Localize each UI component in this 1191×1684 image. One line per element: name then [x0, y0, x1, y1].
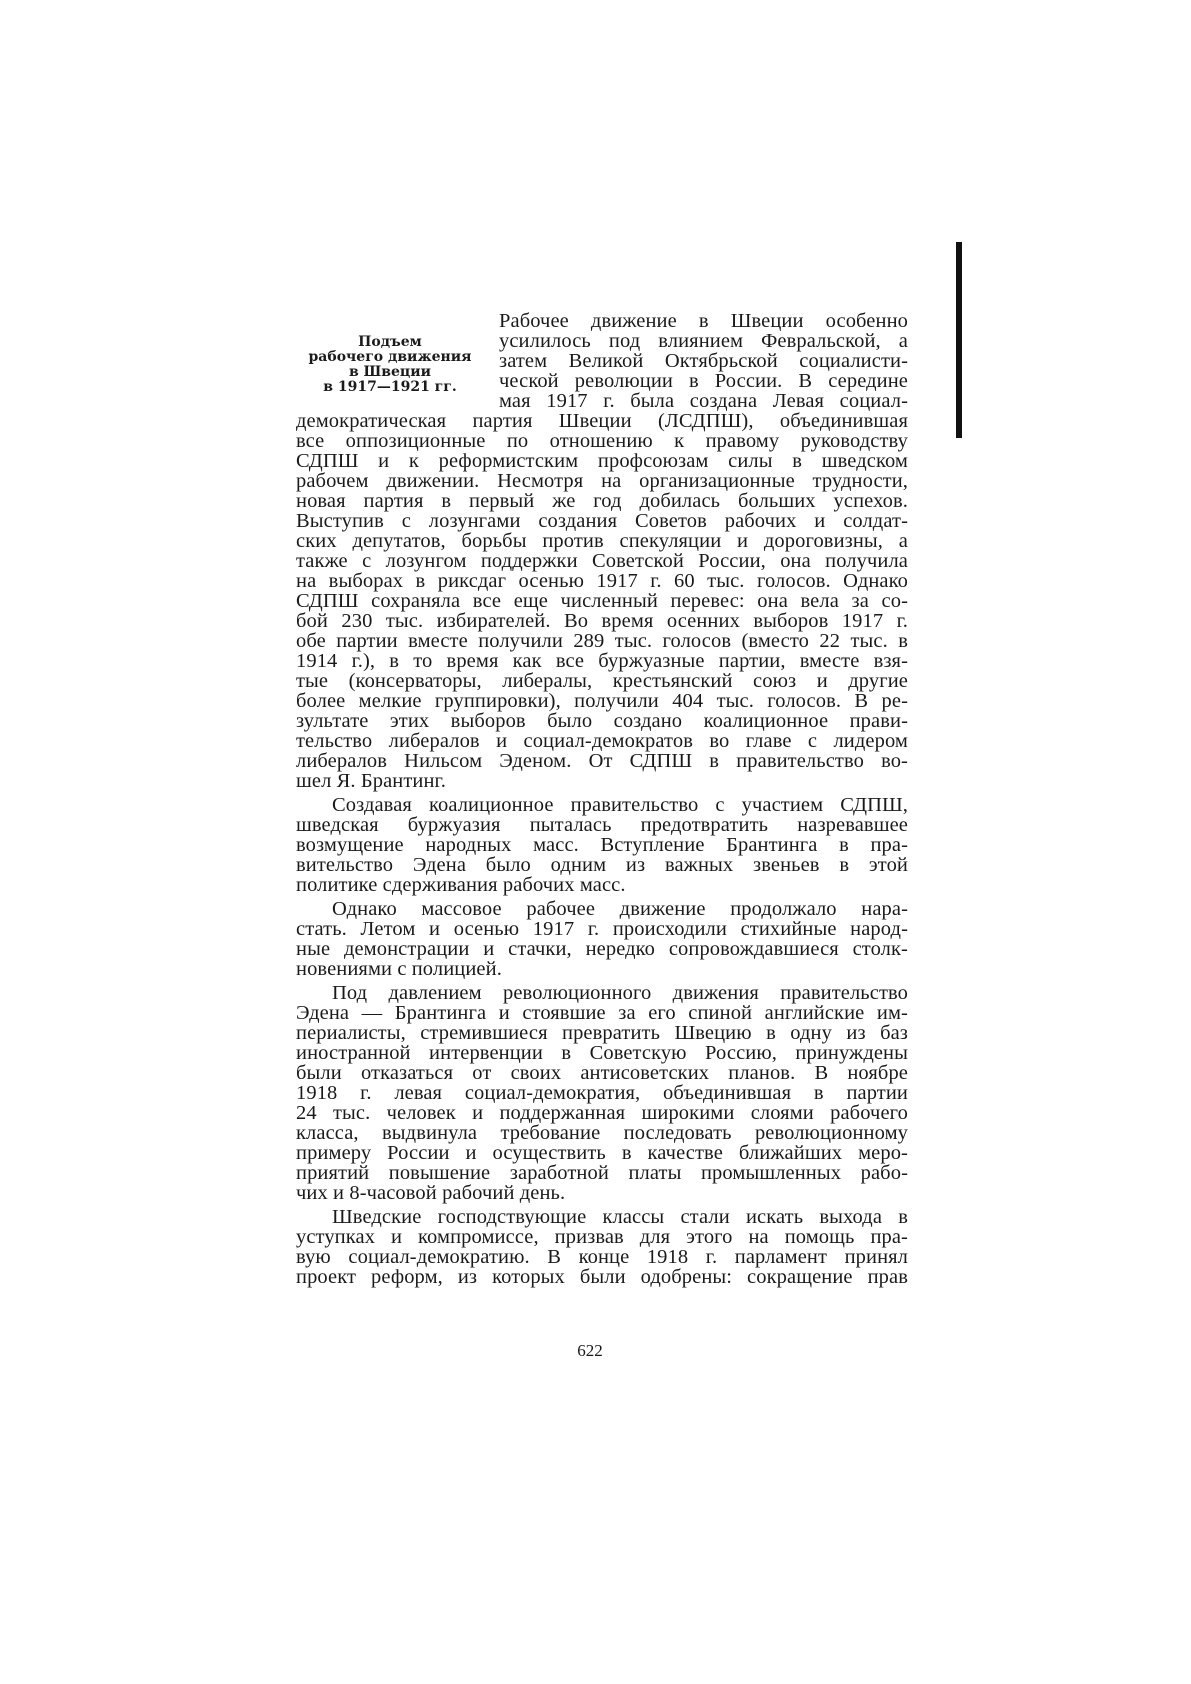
text-line: проект реформ, из которых были одобрены: сокращение прав — [296, 1266, 908, 1288]
text-line: примеру России и осуществить в качестве ближайших меро- — [296, 1142, 908, 1164]
text-line: шведская буржуазия пыталась предотвратить назревавшее — [296, 814, 908, 836]
text-line: Однако массовое рабочее движение продолжало нара- — [332, 898, 908, 920]
text-line: более мелкие группировки), получили 404 тыс. голосов. В ре- — [296, 690, 908, 712]
text-line: затем Великой Октябрьской социалисти- — [499, 350, 908, 372]
text-line: новая партия в первый же год добилась больших успехов. — [296, 490, 908, 512]
text-line: класса, выдвинула требование последовать революционному — [296, 1122, 908, 1144]
text-line: Под давлением революционного движения правительство — [332, 982, 908, 1004]
text-line: 1914 г.), в то время как все буржуазные партии, вместе взя- — [296, 650, 908, 672]
text-line: либералов Нильсом Эденом. От СДПШ в правительство во- — [296, 750, 908, 772]
margin-bar — [956, 242, 962, 438]
text-line: также с лозунгом поддержки Советской России, она получила — [296, 550, 908, 572]
text-line: были отказаться от своих антисоветских планов. В ноябре — [296, 1062, 908, 1084]
text-line: 1918 г. левая социал-демократия, объединившая в партии — [296, 1082, 908, 1104]
text-line: вительство Эдена было одним из важных звеньев в этой — [296, 854, 908, 876]
text-line: уступках и компромиссе, призвав для этого на помощь пра- — [296, 1226, 908, 1248]
text-line: зультате этих выборов было создано коалиционное прави- — [296, 710, 908, 732]
text-line: политике сдерживания рабочих масс. — [296, 874, 626, 896]
text-line: СДПШ сохраняла все еще численный перевес: она вела за со- — [296, 590, 908, 612]
text-line: стать. Летом и осенью 1917 г. происходили стихийные народ- — [296, 918, 908, 940]
text-line: Шведские господствующие классы стали искать выхода в — [332, 1206, 908, 1228]
text-line: приятий повышение заработной платы промышленных рабо- — [296, 1162, 908, 1184]
side-heading-line: рабочего движения — [308, 349, 472, 365]
text-line: бой 230 тыс. избирателей. Во время осенних выборов 1917 г. — [296, 610, 908, 632]
text-line: чих и 8-часовой рабочий день. — [296, 1182, 566, 1204]
text-line: СДПШ и к реформистским профсоюзам силы в шведском — [296, 450, 908, 472]
text-line: тельство либералов и социал-демократов во главе с лидером — [296, 730, 908, 752]
text-line: демократическая партия Швеции (ЛСДПШ), объединившая — [296, 410, 908, 432]
text-line: обе партии вместе получили 289 тыс. голосов (вместо 22 тыс. в — [296, 630, 908, 652]
text-line: ческой революции в России. В середине — [499, 370, 908, 392]
page-number: 622 — [577, 1341, 603, 1360]
text-line: новениями с полицией. — [296, 958, 502, 980]
body-text — [296, 311, 908, 1287]
side-heading-line: Подъем — [358, 334, 422, 350]
text-line: Создавая коалиционное правительство с участием СДПШ, — [332, 794, 908, 816]
text-line: Рабочее движение в Швеции особенно — [499, 310, 908, 332]
text-line: иностранной интервенции в Советскую Россию, принуждены — [296, 1042, 908, 1064]
text-line: периалисты, стремившиеся превратить Швецию в одну из баз — [296, 1022, 908, 1044]
text-line: рабочем движении. Несмотря на организационные трудности, — [296, 470, 908, 492]
text-line: все оппозиционные по отношению к правому руководству — [296, 430, 908, 452]
text-line: Выступив с лозунгами создания Советов рабочих и солдат- — [296, 510, 908, 532]
text-line: усилилось под влиянием Февральской, а — [499, 330, 908, 352]
text-line: ные демонстрации и стачки, нередко сопровождавшиеся столк- — [296, 938, 908, 960]
text-line: шел Я. Брантинг. — [296, 770, 446, 792]
text-line: 24 тыс. человек и поддержанная широкими слоями рабочего — [296, 1102, 908, 1124]
text-line: тые (консерваторы, либералы, крестьянский союз и другие — [296, 670, 908, 692]
text-line: на выборах в риксдаг осенью 1917 г. 60 тыс. голосов. Однако — [296, 570, 908, 592]
side-heading-line: в Швеции — [348, 364, 432, 380]
text-line: ских депутатов, борьбы против спекуляции и дороговизны, а — [296, 530, 908, 552]
text-line: мая 1917 г. была создана Левая социал- — [499, 390, 908, 412]
text-line: Эдена — Брантинга и стоявшие за его спиной английские им- — [296, 1002, 908, 1024]
text-line: вую социал-демократию. В конце 1918 г. парламент принял — [296, 1246, 908, 1268]
side-heading-line: в 1917—1921 гг. — [323, 379, 457, 395]
text-line: возмущение народных масс. Вступление Брантинга в пра- — [296, 834, 908, 856]
